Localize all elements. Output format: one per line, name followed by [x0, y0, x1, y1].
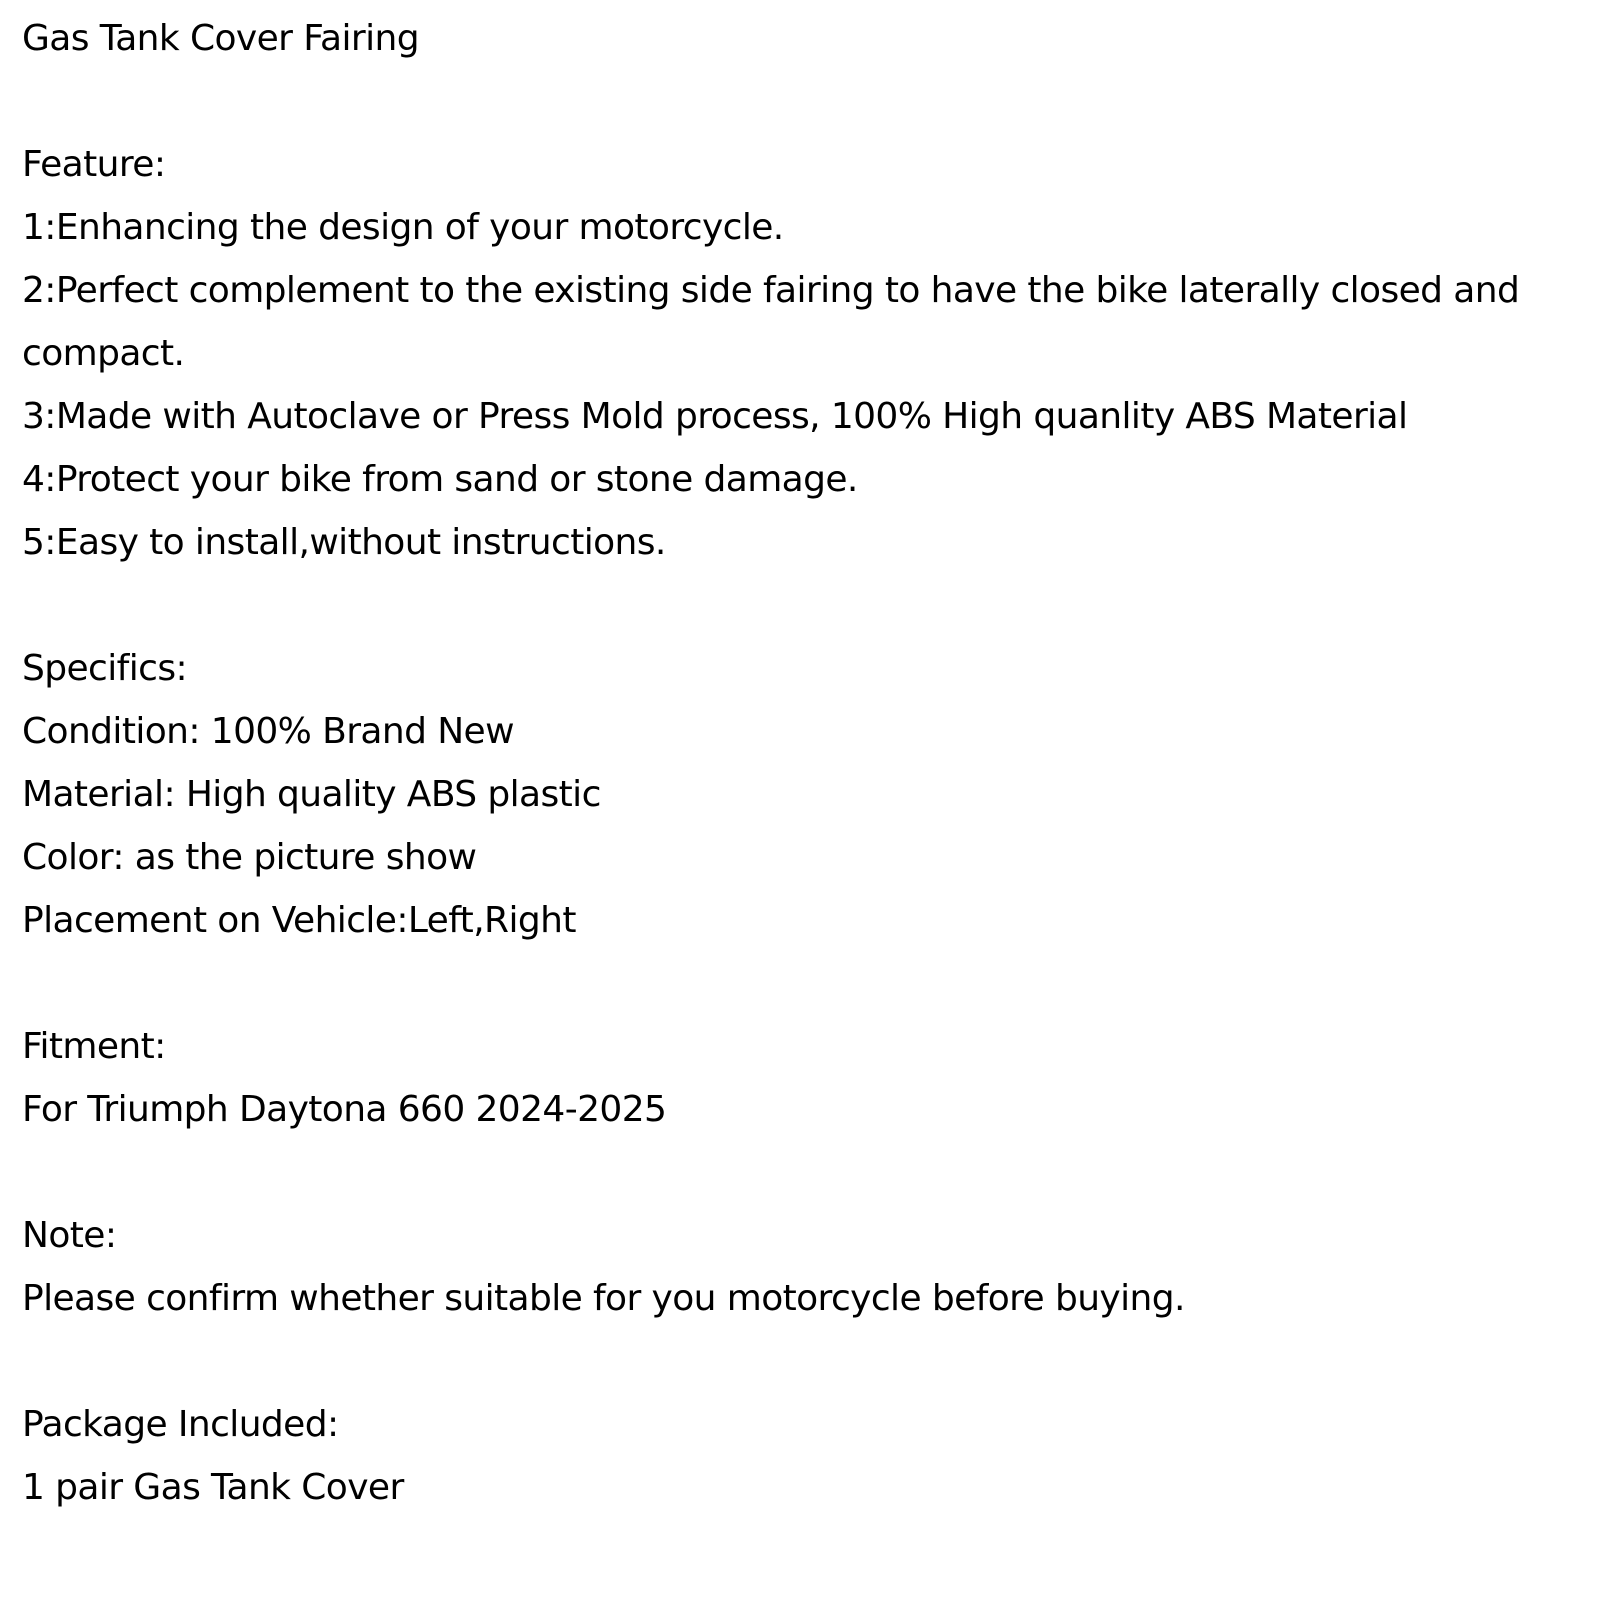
- feature-section: [22, 133, 1592, 574]
- blank-line: [22, 1330, 1592, 1393]
- blank-line: [22, 1141, 1592, 1204]
- product-description: [22, 7, 1592, 1519]
- feature-heading: Feature:: [22, 144, 166, 185]
- product-title: Gas Tank Cover Fairing: [22, 18, 419, 59]
- specifics-item: Material: High quality ABS plastic: [22, 774, 601, 815]
- blank-line: [22, 70, 1592, 133]
- feature-item: 3:Made with Autoclave or Press Mold process, 100% High quanlity ABS Material: [22, 396, 1408, 437]
- specifics-item: Color: as the picture show: [22, 837, 477, 878]
- note-section: [22, 1204, 1592, 1330]
- feature-item: 1:Enhancing the design of your motorcycle.: [22, 207, 784, 248]
- specifics-item: Condition: 100% Brand New: [22, 711, 514, 752]
- blank-line: [22, 574, 1592, 637]
- feature-item: 4:Protect your bike from sand or stone damage.: [22, 459, 858, 500]
- fitment-section: [22, 1015, 1592, 1141]
- feature-item: compact.: [22, 333, 185, 374]
- specifics-item: Placement on Vehicle:Left,Right: [22, 900, 576, 941]
- note-heading: Note:: [22, 1215, 117, 1256]
- package-section: [22, 1393, 1592, 1519]
- package-item: 1 pair Gas Tank Cover: [22, 1467, 404, 1508]
- package-heading: Package Included:: [22, 1404, 339, 1445]
- feature-item: 2:Perfect complement to the existing side fairing to have the bike laterally closed and: [22, 270, 1520, 311]
- fitment-item: For Triumph Daytona 660 2024-2025: [22, 1089, 667, 1130]
- feature-item: 5:Easy to install,without instructions.: [22, 522, 666, 563]
- note-item: Please confirm whether suitable for you motorcycle before buying.: [22, 1278, 1185, 1319]
- specifics-section: [22, 637, 1592, 952]
- blank-line: [22, 952, 1592, 1015]
- specifics-heading: Specifics:: [22, 648, 188, 689]
- fitment-heading: Fitment:: [22, 1026, 166, 1067]
